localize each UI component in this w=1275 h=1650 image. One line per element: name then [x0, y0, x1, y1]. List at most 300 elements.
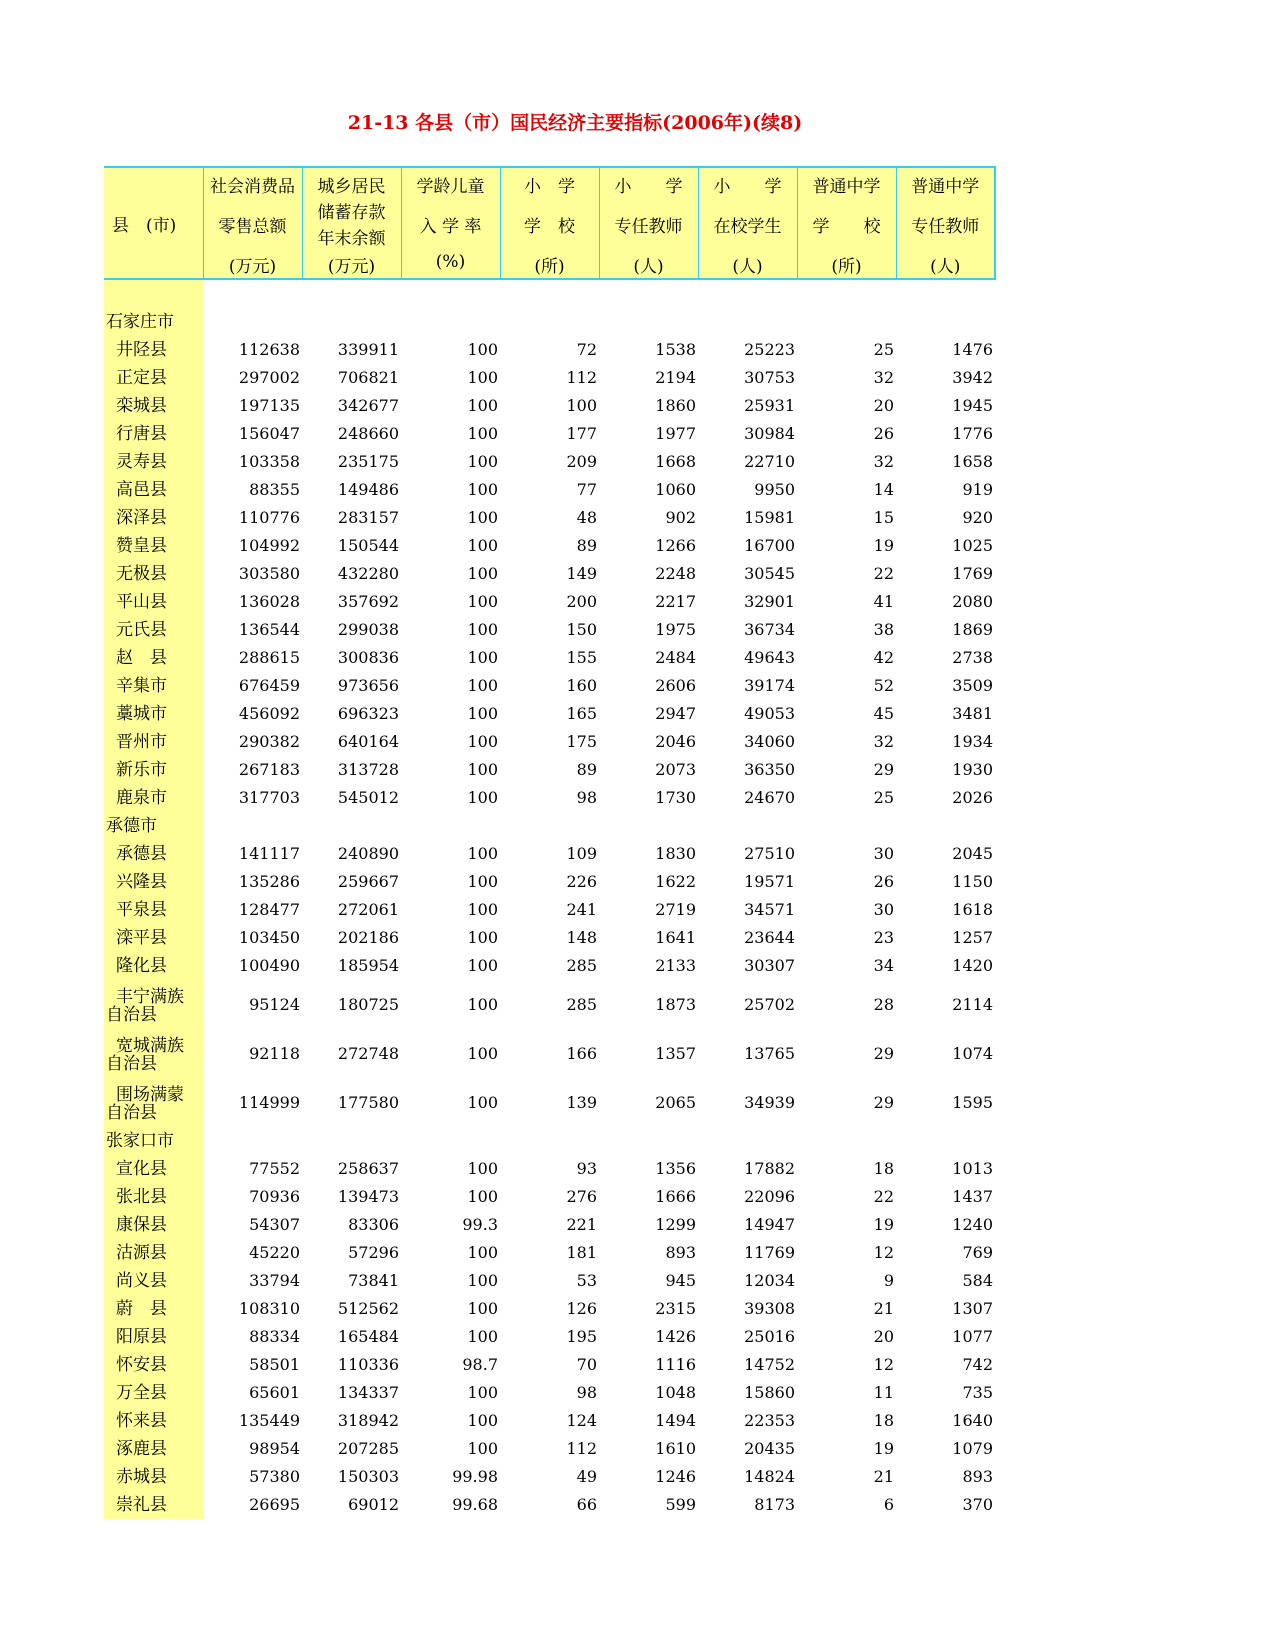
- cell-value: 98.7: [462, 1355, 498, 1374]
- cell-value: 34571: [744, 900, 795, 919]
- cell-value: 100: [467, 1299, 498, 1318]
- table-row: [104, 1351, 995, 1379]
- cell-value: 235175: [337, 452, 399, 471]
- county-name-text: 张北县: [116, 1187, 167, 1207]
- cell-value: 41: [873, 592, 894, 611]
- cell-value: 93: [576, 1159, 597, 1178]
- cell-value: 1077: [952, 1327, 993, 1346]
- cell-value: 33794: [249, 1271, 300, 1290]
- cell-value: 15860: [744, 1383, 795, 1402]
- cell-value: 202186: [337, 928, 399, 947]
- cell-value: 28: [873, 995, 894, 1014]
- table-row: [104, 896, 995, 924]
- cell-value: 58501: [249, 1355, 300, 1374]
- county-name-line2: 自治县: [106, 1102, 157, 1123]
- county-name-text: 藁城市: [116, 704, 167, 724]
- county-name: [104, 504, 203, 532]
- cell-value: 114999: [238, 1093, 300, 1112]
- cell-value: 177: [566, 424, 597, 443]
- cell-value: 21: [873, 1467, 894, 1486]
- cell-value: 317703: [238, 788, 300, 807]
- cell-value: 22353: [744, 1411, 795, 1430]
- county-name-text: 平山县: [116, 592, 167, 612]
- county-name: [104, 1407, 203, 1435]
- header-label: 普通中学: [812, 177, 881, 197]
- table-row: [104, 672, 995, 700]
- cell-value: 357692: [337, 592, 399, 611]
- cell-value: 14: [873, 480, 894, 499]
- cell-value: 6: [883, 1495, 894, 1514]
- cell-value: 1420: [952, 956, 993, 975]
- cell-value: 1356: [655, 1159, 696, 1178]
- county-name-text: 尚义县: [116, 1271, 167, 1291]
- table-row: [104, 700, 995, 728]
- cell-value: 25: [873, 788, 894, 807]
- table-row: [104, 616, 995, 644]
- cell-value: 25016: [744, 1327, 795, 1346]
- cell-value: 8173: [754, 1495, 795, 1514]
- header-label: 年末余额: [317, 229, 386, 249]
- cell-value: 32: [873, 368, 894, 387]
- county-name-text: 鹿泉市: [116, 788, 167, 808]
- cell-value: 100: [467, 592, 498, 611]
- table-row: [104, 1463, 995, 1491]
- cell-value: 1426: [655, 1327, 696, 1346]
- cell-value: 1776: [952, 424, 993, 443]
- header-label: 学龄儿童: [416, 177, 485, 197]
- cell-value: 100: [467, 872, 498, 891]
- header-label: 城乡居民: [317, 177, 386, 197]
- cell-value: 1048: [655, 1383, 696, 1402]
- cell-value: 19: [873, 1439, 894, 1458]
- cell-value: 2080: [952, 592, 993, 611]
- table-row: [104, 448, 995, 476]
- header-label: 储蓄存款: [317, 203, 386, 223]
- cell-value: 22: [873, 1187, 894, 1206]
- cell-value: 52: [873, 676, 894, 695]
- cell-value: 155: [566, 648, 597, 667]
- cell-value: 100: [467, 1411, 498, 1430]
- cell-value: 299038: [337, 620, 399, 639]
- cell-value: 166: [566, 1044, 597, 1063]
- cell-value: 318942: [337, 1411, 399, 1430]
- table-row: [104, 364, 995, 392]
- cell-value: 584: [962, 1271, 993, 1290]
- cell-value: 39174: [744, 676, 795, 695]
- cell-value: 100: [467, 480, 498, 499]
- cell-value: 126: [566, 1299, 597, 1318]
- cell-value: 30753: [744, 368, 795, 387]
- county-name-text: 怀安县: [116, 1355, 167, 1375]
- county-name-text: 赤城县: [116, 1467, 167, 1487]
- header-label: 普通中学: [911, 177, 980, 197]
- cell-value: 545012: [337, 788, 399, 807]
- header-unit: (万元): [327, 257, 376, 277]
- county-name-text: 宽城满族: [116, 1035, 184, 1056]
- cell-value: 20435: [744, 1439, 795, 1458]
- cell-value: 2315: [655, 1299, 696, 1318]
- cell-value: 3481: [952, 704, 993, 723]
- cell-value: 276: [566, 1187, 597, 1206]
- county-name-text: 隆化县: [116, 956, 167, 976]
- cell-value: 100: [467, 564, 498, 583]
- header-col-3: [401, 167, 500, 279]
- county-name: [104, 728, 203, 756]
- cell-value: 1666: [655, 1187, 696, 1206]
- cell-value: 104992: [238, 536, 300, 555]
- cell-value: 240890: [337, 844, 399, 863]
- cell-value: 370: [962, 1495, 993, 1514]
- cell-value: 98: [576, 788, 597, 807]
- cell-value: 92118: [249, 1044, 300, 1063]
- county-name: [104, 616, 203, 644]
- cell-value: 1299: [655, 1215, 696, 1234]
- cell-value: 902: [665, 508, 696, 527]
- cell-value: 456092: [238, 704, 300, 723]
- cell-value: 100: [467, 788, 498, 807]
- cell-value: 23644: [744, 928, 795, 947]
- county-name: [104, 392, 203, 420]
- cell-value: 136544: [238, 620, 300, 639]
- cell-value: 303580: [238, 564, 300, 583]
- county-name-text: 围场满蒙: [116, 1084, 184, 1105]
- county-name: [104, 1379, 203, 1407]
- cell-value: 1079: [952, 1439, 993, 1458]
- cell-value: 1668: [655, 452, 696, 471]
- cell-value: 34939: [744, 1093, 795, 1112]
- cell-value: 1622: [655, 872, 696, 891]
- cell-value: 30984: [744, 424, 795, 443]
- header-unit: (人): [633, 257, 664, 277]
- cell-value: 100: [467, 704, 498, 723]
- cell-value: 36734: [744, 620, 795, 639]
- cell-value: 2738: [952, 648, 993, 667]
- cell-value: 221: [566, 1215, 597, 1234]
- table-row: [104, 1323, 995, 1351]
- header-unit: (所): [831, 257, 862, 277]
- city-row: [104, 1127, 995, 1155]
- cell-value: 1494: [655, 1411, 696, 1430]
- table-row: [104, 532, 995, 560]
- county-name: [104, 1211, 203, 1239]
- cell-value: 100: [467, 1159, 498, 1178]
- cell-value: 175: [566, 732, 597, 751]
- cell-value: 49: [576, 1467, 597, 1486]
- table-row: [104, 840, 995, 868]
- table-row: [104, 1407, 995, 1435]
- table-row: [104, 1155, 995, 1183]
- cell-value: 110776: [238, 508, 300, 527]
- cell-value: 54307: [249, 1215, 300, 1234]
- cell-value: 185954: [337, 956, 399, 975]
- cell-value: 241: [566, 900, 597, 919]
- cell-value: 26695: [249, 1495, 300, 1514]
- county-name: [104, 840, 203, 868]
- county-name: [104, 980, 203, 1029]
- cell-value: 181: [566, 1243, 597, 1262]
- cell-value: 39308: [744, 1299, 795, 1318]
- cell-value: 512562: [337, 1299, 399, 1318]
- cell-value: 2719: [655, 900, 696, 919]
- cell-value: 209: [566, 452, 597, 471]
- cell-value: 100: [467, 928, 498, 947]
- county-name-text: 丰宁满族: [116, 986, 184, 1007]
- cell-value: 2484: [655, 648, 696, 667]
- header-unit: (人): [732, 257, 763, 277]
- county-name-text: 承德县: [116, 844, 167, 864]
- cell-value: 100: [467, 1093, 498, 1112]
- cell-value: 339911: [337, 340, 399, 359]
- county-name-text: 赵 县: [116, 648, 167, 668]
- cell-value: 1869: [952, 620, 993, 639]
- header-col-7: [797, 167, 896, 279]
- cell-value: 893: [962, 1467, 993, 1486]
- cell-value: 24670: [744, 788, 795, 807]
- cell-value: 103450: [238, 928, 300, 947]
- county-name: [104, 448, 203, 476]
- cell-value: 148: [566, 928, 597, 947]
- cell-value: 919: [962, 480, 993, 499]
- header-label: 小 学: [713, 177, 782, 197]
- cell-value: 207285: [337, 1439, 399, 1458]
- cell-value: 226: [566, 872, 597, 891]
- cell-value: 100: [467, 1271, 498, 1290]
- header-label: 零售总额: [218, 217, 287, 237]
- cell-value: 11769: [744, 1243, 795, 1262]
- header-col-2: [302, 167, 401, 279]
- cell-value: 135449: [238, 1411, 300, 1430]
- county-name-text: 无极县: [116, 564, 167, 584]
- county-name-text: 栾城县: [116, 396, 167, 416]
- cell-value: 124: [566, 1411, 597, 1430]
- cell-value: 1437: [952, 1187, 993, 1206]
- cell-value: 88355: [249, 480, 300, 499]
- cell-value: 100: [467, 1439, 498, 1458]
- cell-value: 1873: [655, 995, 696, 1014]
- cell-value: 313728: [337, 760, 399, 779]
- cell-value: 15981: [744, 508, 795, 527]
- county-name-text: 平泉县: [116, 900, 167, 920]
- county-name: [104, 1295, 203, 1323]
- cell-value: 100: [467, 760, 498, 779]
- cell-value: 920: [962, 508, 993, 527]
- cell-value: 1934: [952, 732, 993, 751]
- cell-value: 285: [566, 995, 597, 1014]
- county-name: [104, 896, 203, 924]
- cell-value: 45: [873, 704, 894, 723]
- county-name: [104, 532, 203, 560]
- cell-value: 272748: [337, 1044, 399, 1063]
- county-name-text: 行唐县: [116, 424, 167, 444]
- cell-value: 100: [467, 956, 498, 975]
- county-name-text: 正定县: [116, 368, 167, 388]
- cell-value: 1658: [952, 452, 993, 471]
- cell-value: 12: [873, 1243, 894, 1262]
- cell-value: 2073: [655, 760, 696, 779]
- table-row: [104, 476, 995, 504]
- cell-value: 19: [873, 536, 894, 555]
- table-row: [104, 1295, 995, 1323]
- cell-value: 100490: [238, 956, 300, 975]
- cell-value: 1610: [655, 1439, 696, 1458]
- county-name-text: 高邑县: [116, 480, 167, 500]
- cell-value: 14824: [744, 1467, 795, 1486]
- cell-value: 290382: [238, 732, 300, 751]
- cell-value: 248660: [337, 424, 399, 443]
- county-name-text: 兴隆县: [116, 872, 167, 892]
- cell-value: 676459: [238, 676, 300, 695]
- cell-value: 100: [566, 396, 597, 415]
- cell-value: 12: [873, 1355, 894, 1374]
- cell-value: 14947: [744, 1215, 795, 1234]
- county-name: [104, 672, 203, 700]
- cell-value: 1830: [655, 844, 696, 863]
- cell-value: 1618: [952, 900, 993, 919]
- cell-value: 22096: [744, 1187, 795, 1206]
- cell-value: 20: [873, 396, 894, 415]
- cell-value: 1357: [655, 1044, 696, 1063]
- header-col-1: [203, 167, 302, 279]
- county-name: [104, 924, 203, 952]
- cell-value: 70: [576, 1355, 597, 1374]
- cell-value: 38: [873, 620, 894, 639]
- cell-value: 259667: [337, 872, 399, 891]
- county-name: [104, 1239, 203, 1267]
- cell-value: 149486: [337, 480, 399, 499]
- county-name-text: 元氏县: [116, 620, 167, 640]
- county-name-text: 深泽县: [116, 508, 167, 528]
- cell-value: 136028: [238, 592, 300, 611]
- cell-value: 27510: [744, 844, 795, 863]
- cell-value: 285: [566, 956, 597, 975]
- county-name: [104, 560, 203, 588]
- cell-value: 112638: [238, 340, 300, 359]
- county-name-text: 灵寿县: [116, 452, 167, 472]
- cell-value: 100: [467, 900, 498, 919]
- cell-value: 9950: [754, 480, 795, 499]
- cell-value: 141117: [238, 844, 300, 863]
- cell-value: 696323: [337, 704, 399, 723]
- cell-value: 66: [576, 1495, 597, 1514]
- cell-value: 89: [576, 536, 597, 555]
- county-name-text: 滦平县: [116, 928, 167, 948]
- header-col-8: [896, 167, 995, 279]
- cell-value: 100: [467, 1383, 498, 1402]
- county-name: [104, 952, 203, 980]
- cell-value: 103358: [238, 452, 300, 471]
- cell-value: 128477: [238, 900, 300, 919]
- city-name: 张家口市: [104, 1127, 203, 1155]
- city-name: 石家庄市: [104, 308, 203, 336]
- header-col-5: [599, 167, 698, 279]
- header-col-6: [698, 167, 797, 279]
- cell-value: 30: [873, 844, 894, 863]
- cell-value: 100: [467, 995, 498, 1014]
- cell-value: 25931: [744, 396, 795, 415]
- county-name-text: 康保县: [116, 1215, 167, 1235]
- county-name: [104, 588, 203, 616]
- cell-value: 32901: [744, 592, 795, 611]
- spacer-row: [104, 279, 995, 308]
- cell-value: 53: [576, 1271, 597, 1290]
- table-header: [104, 167, 995, 279]
- table-row: [104, 644, 995, 672]
- county-name-text: 宣化县: [116, 1159, 167, 1179]
- county-name-text: 新乐市: [116, 760, 167, 780]
- cell-value: 29: [873, 1044, 894, 1063]
- cell-value: 16700: [744, 536, 795, 555]
- county-name: [104, 476, 203, 504]
- county-name: [104, 1183, 203, 1211]
- cell-value: 893: [665, 1243, 696, 1262]
- cell-value: 34: [873, 956, 894, 975]
- cell-value: 49053: [744, 704, 795, 723]
- county-name: [104, 1029, 203, 1078]
- cell-value: 25223: [744, 340, 795, 359]
- cell-value: 19571: [744, 872, 795, 891]
- cell-value: 1246: [655, 1467, 696, 1486]
- county-name: [104, 1078, 203, 1127]
- cell-value: 98954: [249, 1439, 300, 1458]
- cell-value: 17882: [744, 1159, 795, 1178]
- county-name-text: 晋州市: [116, 732, 167, 752]
- table-row: [104, 1183, 995, 1211]
- cell-value: 180725: [337, 995, 399, 1014]
- county-name-text: 赞皇县: [116, 536, 167, 556]
- cell-value: 2026: [952, 788, 993, 807]
- cell-value: 1769: [952, 564, 993, 583]
- county-name-text: 涿鹿县: [116, 1439, 167, 1459]
- cell-value: 135286: [238, 872, 300, 891]
- cell-value: 25: [873, 340, 894, 359]
- cell-value: 23: [873, 928, 894, 947]
- cell-value: 1538: [655, 340, 696, 359]
- cell-value: 49643: [744, 648, 795, 667]
- cell-value: 26: [873, 424, 894, 443]
- cell-value: 99.98: [452, 1467, 498, 1486]
- cell-value: 100: [467, 620, 498, 639]
- county-name: [104, 700, 203, 728]
- cell-value: 18: [873, 1411, 894, 1430]
- cell-value: 112: [566, 1439, 597, 1458]
- city-name: 承德市: [104, 812, 203, 840]
- county-name: [104, 1463, 203, 1491]
- cell-value: 2194: [655, 368, 696, 387]
- cell-value: 12034: [744, 1271, 795, 1290]
- cell-value: 108310: [238, 1299, 300, 1318]
- cell-value: 300836: [337, 648, 399, 667]
- cell-value: 1266: [655, 536, 696, 555]
- county-name-text: 蔚 县: [116, 1299, 167, 1319]
- cell-value: 100: [467, 732, 498, 751]
- county-name: [104, 1435, 203, 1463]
- cell-value: 1930: [952, 760, 993, 779]
- table-row: [104, 1491, 995, 1519]
- header-label: 专任教师: [614, 217, 683, 237]
- table-row: [104, 1267, 995, 1295]
- cell-value: 139: [566, 1093, 597, 1112]
- cell-value: 160: [566, 676, 597, 695]
- county-name-line2: 自治县: [106, 1053, 157, 1074]
- county-name-text: 沽源县: [116, 1243, 167, 1263]
- cell-value: 100: [467, 536, 498, 555]
- cell-value: 13765: [744, 1044, 795, 1063]
- cell-value: 15: [873, 508, 894, 527]
- cell-value: 70936: [249, 1187, 300, 1206]
- cell-value: 742: [962, 1355, 993, 1374]
- cell-value: 2947: [655, 704, 696, 723]
- cell-value: 100: [467, 452, 498, 471]
